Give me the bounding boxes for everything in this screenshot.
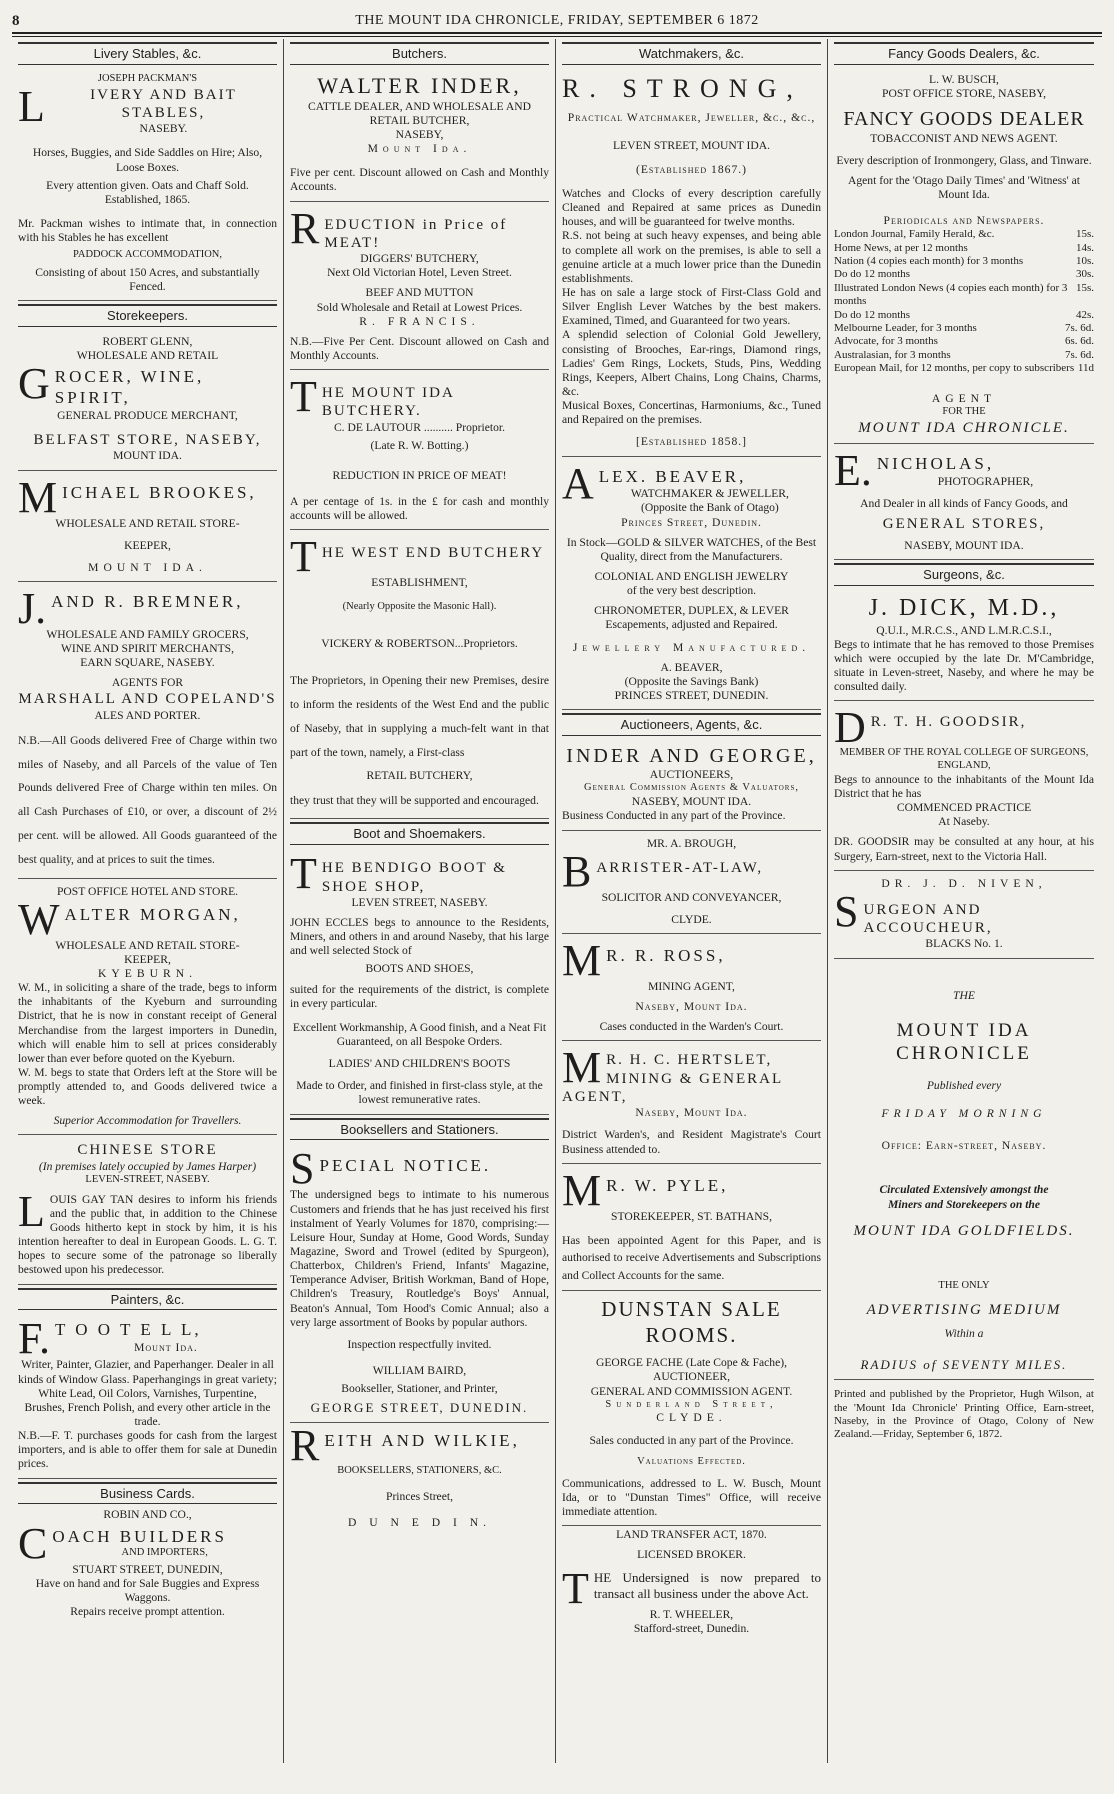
- section-heading: Business Cards.: [18, 1482, 277, 1505]
- ad-line: COLONIAL AND ENGLISH JEWELRY: [594, 569, 789, 583]
- ad-text: Consisting of about 150 Acres, and substantially Fenced.: [35, 266, 260, 294]
- ad-packman: [18, 69, 277, 301]
- ad-pyle: [562, 1166, 821, 1291]
- ad-text: Watches and Clocks of every description carefully Cleaned and Repaired at same prices as Dunedin houses, and will be guaranteed for twelve months.: [562, 187, 821, 229]
- drop-cap: A: [562, 458, 594, 508]
- ad-text: they trust that they will be supported and encouraged.: [290, 793, 539, 807]
- section-heading: Surgeons, &c.: [834, 563, 1094, 586]
- ad-line: MR. A. BROUGH,: [646, 836, 737, 850]
- ad-text: Every attention given. Oats and Chaff Sold. Established, 1865.: [46, 178, 249, 206]
- ad-headline: FANCY GOODS DEALER: [843, 108, 1085, 131]
- ad-morgan: [18, 881, 277, 1136]
- price-value: 42s.: [1075, 308, 1094, 321]
- ad-line: LEVEN-STREET, NASEBY.: [85, 1173, 210, 1185]
- notice-line: MOUNT IDA GOLDFIELDS.: [853, 1222, 1075, 1239]
- ad-line: LICENSED BROKER.: [637, 1548, 746, 1562]
- ad-line: WHOLESALE AND RETAIL STORE-: [55, 516, 240, 530]
- ad-line: Practical Watchmaker, Jeweller, &c., &c.,: [567, 110, 816, 124]
- section-heading: Butchers.: [290, 42, 549, 65]
- price-item: European Mail, for 12 months, per copy to subscribers: [834, 362, 1075, 375]
- ad-line: ROBIN AND CO.,: [103, 1508, 192, 1522]
- ad-line: LAND TRANSFER ACT, 1870.: [616, 1527, 767, 1541]
- ad-text: Writer, Painter, Glazier, and Paperhanger. Dealer in all kinds of Window Glass. Paperhangings in great variety; White Lead, Oil Colors, Varnishes, Turpentine, Brushes, French Polish, and every other article in the trade.: [18, 1358, 277, 1428]
- drop-cap: D: [834, 703, 866, 753]
- ad-text: Begs to announce to the inhabitants of the Mount Ida District that he has: [834, 772, 1094, 800]
- ad-line: (Established 1867.): [635, 162, 748, 176]
- drop-cap: S: [290, 1144, 315, 1194]
- ad-line: A. BEAVER,: [660, 660, 723, 674]
- ad-line: Mount Ida.: [367, 142, 472, 156]
- ad-text: Made to Order, and finished in first-class style, at the lowest remunerative rates.: [296, 1079, 543, 1107]
- ad-line: C. DE LAUTOUR .......... Proprietor.: [333, 420, 506, 434]
- notice-line: FRIDAY MORNING: [881, 1107, 1047, 1121]
- price-item: Do do 12 months: [834, 268, 911, 281]
- ad-line: Sunderland Street,: [605, 1398, 778, 1410]
- price-item: Home News, at per 12 months: [834, 241, 968, 254]
- ad-line: AUCTIONEERS,: [649, 768, 734, 782]
- ad-text: The undersigned begs to intimate to his numerous Customers and friends that he has just received his first instalment of Yearly Volumes for 1870, comprising:—Leisure Hour, Sunday at Home, Good Words, Sunday Magazine, Sword and Trowel (edited by Spurgeon), Chatterbox, Children's Friend, Infants' Magazine, Temperance Adviser, British Workman, Band of Hope, Children's Treasury, Routledge's Boys' Annual, Beaton's Annual, Tom Hood's Comic Annual; also a very large assortment of Books by popular authors.: [290, 1188, 549, 1329]
- price-value: 30s.: [1075, 268, 1094, 281]
- ad-line: GENERAL STORES,: [882, 515, 1046, 532]
- ad-line: PRINCES STREET, DUNEDIN.: [614, 688, 769, 702]
- ad-line: GENERAL AND COMMISSION AGENT.: [590, 1384, 793, 1398]
- ad-line: DR. J. D. NIVEN,: [881, 876, 1047, 890]
- ad-line: MINING & GENERAL AGENT,: [562, 1070, 783, 1105]
- ad-line: MARSHALL AND COPELAND'S: [18, 691, 277, 708]
- ad-inder-george: [562, 740, 821, 831]
- ad-text: Communications, addressed to L. W. Busch, Mount Ida, or to "Dunstan Times" Office, will receive immediate attention.: [562, 1476, 821, 1518]
- price-item: Melbourne Leader, for 3 months: [834, 322, 977, 335]
- notice-line: Within a: [944, 1327, 984, 1341]
- ad-headline: AND R. BREMNER,: [51, 591, 244, 611]
- ad-headline: INDER AND GEORGE,: [566, 744, 817, 767]
- ad-line: BLACKS No. 1.: [925, 937, 1003, 951]
- ad-text: W. M., in soliciting a share of the trade, begs to inform the inhabitants of the Kyeburn and surrounding District, that he is now in constant receipt of General Merchandise from the largest importers in Dunedin, which will enable him to sell at prices considerably lower than ever before quoted on the Kyeburn.: [18, 981, 277, 1065]
- ad-text: Sales conducted in any part of the Province.: [589, 1433, 794, 1447]
- column-2: [284, 39, 556, 1763]
- ad-west-end-butchery: [290, 532, 549, 819]
- ad-line: (Nearly Opposite the Masonic Hall).: [342, 600, 497, 612]
- notice-line: RADIUS of SEVENTY MILES.: [860, 1357, 1068, 1373]
- ad-text: N.B.—All Goods delivered Free of Charge within two miles of Naseby, and all Parcels of the value of Ten Pounds delivered Free of Charge within ten miles. On all Cash Purchases of £10, or over, a discount of 2½ per cent. will be allowed. All Goods guaranteed of the best quality, and at prices to suit the times.: [18, 733, 277, 866]
- ad-headline: NICHOLAS,: [876, 453, 995, 473]
- ad-headline: EITH AND WILKIE,: [324, 1431, 520, 1451]
- ad-line: JOSEPH PACKMAN'S: [97, 72, 198, 84]
- drop-cap: F.: [18, 1314, 50, 1364]
- ad-line: STUART STREET, DUNEDIN,: [72, 1562, 223, 1576]
- ad-text: Excellent Workmanship, A Good finish, and a Neat Fit Guaranteed, on all Bespoke Orders.: [292, 1020, 547, 1049]
- ad-text: Every description of Ironmongery, Glass, and Tinware.: [836, 153, 1092, 167]
- price-value: 15s.: [1075, 281, 1094, 294]
- ad-line: POST OFFICE STORE, NASEBY,: [882, 87, 1046, 100]
- ad-headline: R. H. C. HERTSLET,: [606, 1052, 773, 1069]
- ad-dunstan-sale-rooms: [562, 1293, 821, 1526]
- ad-dr-niven: [834, 873, 1094, 959]
- ad-text: DR. GOODSIR may be consulted at any hour, at his Surgery, Earn-street, next to the Victoria Hall.: [834, 835, 1094, 863]
- ad-line: BEEF AND MUTTON: [365, 286, 474, 300]
- ad-busch: [834, 69, 1094, 444]
- price-value: 6s. 6d.: [1064, 335, 1094, 348]
- ad-chinese-store: [18, 1137, 277, 1284]
- ad-line: R. FRANCIS.: [359, 314, 480, 328]
- ad-headline: HE BENDIGO BOOT & SHOE SHOP,: [321, 860, 507, 895]
- ad-line: COMMENCED PRACTICE: [896, 801, 1032, 815]
- ad-headline: HE WEST END BUTCHERY: [321, 545, 545, 562]
- ad-text: N.B.—F. T. purchases goods for cash from the largest importers, and is able to offer them for sale at Dunedin prices.: [18, 1429, 277, 1471]
- ad-line: Escapements, adjusted and Repaired.: [605, 618, 778, 632]
- price-value: 7s. 6d.: [1064, 322, 1094, 335]
- ad-dr-goodsir: [834, 703, 1094, 870]
- ad-line: Naseby, Mount Ida.: [635, 1000, 748, 1014]
- ad-line: RETAIL BUTCHERY,: [366, 768, 473, 782]
- ad-line: Mount Ida.: [134, 1341, 198, 1355]
- ad-line: Princes Street,: [386, 1489, 453, 1503]
- price-row: [834, 268, 1094, 281]
- ad-line: SOLICITOR AND CONVEYANCER,: [601, 890, 782, 904]
- ad-line: CLYDE.: [656, 1411, 727, 1425]
- ad-line: CHRONOMETER, DUPLEX, & LEVER: [594, 604, 789, 618]
- ad-line: NASEBY,: [395, 127, 444, 141]
- ad-line: MOUNT IDA CHRONICLE.: [858, 419, 1070, 436]
- ad-line: BOOTS AND SHOES,: [365, 962, 474, 976]
- price-row: [834, 322, 1094, 335]
- ad-text: In Stock—GOLD & SILVER WATCHES, of the Best Quality, direct from the Manufacturers.: [566, 535, 817, 563]
- ad-line: KEEPER,: [124, 952, 171, 966]
- section-heading: Auctioneers, Agents, &c.: [562, 713, 821, 736]
- ad-dr-dick: [834, 590, 1094, 701]
- price-item: Advocate, for 3 months: [834, 335, 938, 348]
- ad-line: PADDOCK ACCOMMODATION,: [73, 249, 222, 261]
- section-heading: Fancy Goods Dealers, &c.: [834, 42, 1094, 65]
- drop-cap: B: [562, 846, 592, 896]
- ad-line: DIGGERS' BUTCHERY,: [360, 252, 479, 266]
- ad-brough: [562, 833, 821, 934]
- ad-text: Mr. Packman wishes to intimate that, in connection with his Stables he has excellent: [18, 216, 277, 245]
- ad-headline: DUNSTAN SALE ROOMS.: [601, 1297, 782, 1347]
- ad-line: WILLIAM BAIRD,: [372, 1364, 467, 1377]
- ad-william-baird: [290, 1144, 549, 1423]
- ad-line: KEEPER,: [124, 538, 171, 552]
- ad-headline: EDUCTION in Price of MEAT!: [324, 216, 508, 251]
- ad-line: WINE AND SPIRIT MERCHANTS,: [60, 642, 235, 656]
- ad-headline: WALTER INDER,: [317, 72, 522, 98]
- ad-line: Princes Street, Dunedin.: [621, 515, 762, 529]
- drop-cap: R: [290, 1421, 320, 1471]
- ad-headline: ROCER, WINE, SPIRIT,: [54, 367, 205, 408]
- ad-brookes: [18, 473, 277, 582]
- drop-cap: T: [562, 1564, 589, 1614]
- price-row: [834, 255, 1094, 268]
- ad-wheeler: [562, 1528, 821, 1637]
- ad-text: A per centage of 1s. in the £ for cash and monthly accounts will be allowed.: [290, 495, 549, 523]
- section-heading: Livery Stables, &c.: [18, 42, 277, 65]
- section-heading: Booksellers and Stationers.: [290, 1118, 549, 1141]
- ad-line: ALES AND PORTER.: [94, 708, 201, 722]
- ad-headline: J. DICK, M.D.,: [868, 595, 1060, 622]
- drop-cap: M: [562, 935, 602, 985]
- ad-line: (In premises lately occupied by James Harper): [38, 1159, 257, 1173]
- column-1: [12, 39, 284, 1763]
- ad-line: WHOLESALE AND RETAIL: [76, 349, 219, 363]
- ad-line: Bookseller, Stationer, and Printer,: [341, 1382, 498, 1396]
- ad-text: Inspection respectfully invited.: [347, 1337, 492, 1351]
- ad-reith-wilkie: [290, 1421, 549, 1530]
- notice-line: THE ONLY: [938, 1280, 990, 1292]
- ad-text: Business Conducted in any part of the Province.: [562, 809, 786, 823]
- price-row: [834, 228, 1094, 241]
- column-3: [556, 39, 828, 1763]
- drop-cap: L: [18, 1186, 45, 1236]
- masthead: [12, 10, 1102, 34]
- drop-cap: M: [18, 472, 58, 522]
- ad-line: L. W. BUSCH,: [929, 72, 999, 86]
- notice-line: Miners and Storekeepers on the: [887, 1197, 1041, 1211]
- ad-line: (Late R. W. Botting.): [370, 438, 469, 452]
- ad-line: And Dealer in all kinds of Fancy Goods, and: [860, 496, 1068, 510]
- ad-headline: ICHAEL BROOKES,: [62, 482, 257, 502]
- ad-text: R.S. not being at such heavy expenses, and being able to complete all work on the premises, is able to sell a genuine article at a much lower price than the Dunedin establishments.: [562, 229, 821, 285]
- ad-line: of the very best description.: [626, 584, 757, 598]
- ad-line: LEVEN STREET, MOUNT IDA.: [612, 138, 771, 152]
- ad-line: GENERAL PRODUCE MERCHANT,: [57, 408, 238, 422]
- price-row: [834, 349, 1094, 362]
- ad-line: STOREKEEPER, ST. BATHANS,: [611, 1209, 772, 1223]
- price-row: [834, 282, 1094, 309]
- ad-line: At Naseby.: [938, 815, 990, 829]
- ad-glenn: [18, 331, 277, 470]
- price-value: 10s.: [1075, 255, 1094, 268]
- drop-cap: C: [18, 1518, 48, 1568]
- drop-cap: T: [290, 532, 317, 582]
- ad-text: HE Undersigned is now prepared to transact all business under the above Act.: [593, 1570, 821, 1602]
- ad-text: Musical Boxes, Concertinas, Harmoniums, &c., Tuned and Repaired on the premises.: [562, 399, 821, 427]
- ad-line: REDUCTION IN PRICE OF MEAT!: [332, 468, 507, 482]
- notice-line: Office: Earn-street, Naseby.: [881, 1139, 1047, 1153]
- notice-line: THE: [953, 988, 975, 1002]
- ad-text: Begs to intimate that he has removed to those Premises which were occupied by the late Dr. M'Cambridge, situate in Leven-street, Naseby, and where he may be consulted daily.: [834, 637, 1094, 694]
- ad-text: Five per cent. Discount allowed on Cash and Monthly Accounts.: [290, 166, 549, 194]
- drop-cap: T: [290, 849, 317, 899]
- ad-line: R. T. WHEELER,: [649, 1608, 734, 1622]
- ad-text: Has been appointed Agent for this Paper, and is authorised to receive Advertisements and Subscriptions and Collect Accounts for the same.: [562, 1233, 821, 1282]
- ad-diggers-butchery: [290, 204, 549, 371]
- notice-line: Circulated Extensively amongst the: [879, 1183, 1049, 1197]
- price-item: Australasian, for 3 months: [834, 348, 951, 361]
- ad-headline: R. W. PYLE,: [606, 1175, 729, 1195]
- ad-headline: IVERY AND BAIT STABLES,: [90, 86, 237, 121]
- price-value: 15s.: [1075, 228, 1094, 241]
- ad-line: MEMBER OF THE ROYAL COLLEGE OF SURGEONS, ENGLAND,: [839, 747, 1089, 772]
- price-item: Do do 12 months: [834, 308, 911, 321]
- ad-line: Next Old Victorian Hotel, Leven Street.: [327, 266, 512, 280]
- ad-line: Naseby, Mount Ida.: [635, 1106, 748, 1120]
- ad-text: The Proprietors, in Opening their new Premises, desire to inform the residents of the West End and the public of Naseby, that in supplying a much-felt want in that part of the town, namely, a First-class: [290, 674, 549, 759]
- ad-line: D U N E D I N.: [347, 1516, 492, 1530]
- drop-cap: E.: [834, 445, 872, 495]
- ad-line: TOBACCONIST AND NEWS AGENT.: [870, 131, 1058, 145]
- ad-walter-inder: [290, 69, 549, 202]
- ad-line: AGENTS FOR: [111, 676, 184, 690]
- ad-line: (Opposite the Bank of Otago): [640, 501, 779, 515]
- drop-cap: J.: [18, 583, 47, 633]
- ad-line: Q.U.I., M.R.C.S., AND L.M.R.C.S.I.,: [876, 623, 1052, 637]
- ad-line: BOOKSELLERS, STATIONERS, &C.: [337, 1465, 502, 1477]
- ad-line: BELFAST STORE, NASEBY,: [33, 432, 262, 449]
- ad-headline: T O O T E L L,: [54, 1320, 202, 1340]
- drop-cap: R: [290, 203, 320, 253]
- price-item: Illustrated London News (4 copies each month) for 3 months: [834, 281, 1068, 308]
- section-heading: Watchmakers, &c.: [562, 42, 821, 65]
- chronicle-title: MOUNT IDA CHRONICLE: [896, 1019, 1032, 1064]
- ad-hertslet: [562, 1043, 821, 1163]
- ad-headline: ARRISTER-AT-LAW,: [596, 859, 764, 876]
- ad-line: Stafford-street, Dunedin.: [633, 1622, 750, 1636]
- ad-mount-ida-butchery: [290, 372, 549, 530]
- ad-line: EARN SQUARE, NASEBY.: [80, 656, 215, 670]
- newspaper-page: [12, 10, 1102, 1770]
- section-heading: Storekeepers.: [18, 304, 277, 327]
- ad-line: MOUNT IDA.: [113, 449, 182, 463]
- ad-headline: URGEON AND ACCOUCHEUR,: [863, 901, 993, 937]
- column-4: [828, 39, 1100, 1763]
- ad-line: AUCTIONEER,: [653, 1370, 730, 1384]
- ad-headline: CHINESE STORE: [77, 1142, 218, 1159]
- drop-cap: L: [18, 81, 45, 131]
- drop-cap: W: [18, 894, 60, 944]
- ad-line: [Established 1858.]: [635, 435, 748, 449]
- ad-tootell: [18, 1314, 277, 1478]
- ad-line: NASEBY.: [139, 122, 188, 136]
- drop-cap: M: [562, 1165, 602, 1215]
- ad-bremner: [18, 584, 277, 879]
- ad-text: OUIS GAY TAN desires to inform his friends and the public that, in addition to the Chinese Goods hitherto kept in stock by him, it is his intention hereafter to deal in European Goods. L. G. T. hopes to secure some of the patronage so liberally bestowed upon his predecessor.: [18, 1192, 277, 1277]
- ad-headline: R. STRONG,: [562, 73, 803, 103]
- ad-line: CLYDE.: [671, 912, 712, 926]
- ad-line: FOR THE: [942, 405, 986, 417]
- drop-cap: T: [290, 372, 317, 422]
- drop-cap: G: [18, 359, 50, 409]
- ad-line: GEORGE FACHE (Late Cope & Fache),: [595, 1356, 788, 1370]
- ad-line: MINING AGENT,: [648, 979, 735, 993]
- ad-bendigo-boot: [290, 849, 549, 1114]
- ad-line: WATCHMAKER & JEWELLER,: [630, 487, 789, 501]
- price-list: [834, 228, 1094, 375]
- price-item: London Journal, Family Herald, &c.: [834, 228, 995, 241]
- ad-robin: [18, 1508, 277, 1619]
- ad-headline: PECIAL NOTICE.: [319, 1156, 492, 1176]
- ad-headline: HE MOUNT IDA BUTCHERY.: [321, 385, 454, 420]
- ad-text: JOHN ECCLES begs to announce to the Residents, Miners, and others in and around Naseby, that his large and well selected Stock of: [290, 916, 549, 958]
- ad-line: MOUNT IDA.: [88, 560, 207, 574]
- page-number: 8: [12, 12, 20, 29]
- ad-line: General Commission Agents & Valuators,: [584, 782, 799, 794]
- ad-text: W. M. begs to state that Orders left at the Store will be promptly attended to, and Goods delivered twice a week.: [18, 1065, 277, 1108]
- ad-alex-beaver: [562, 459, 821, 711]
- ad-text: suited for the requirements of the district, is complete in every particular.: [290, 982, 549, 1010]
- ad-line: POST OFFICE HOTEL AND STORE.: [56, 884, 239, 898]
- ad-headline: ALTER MORGAN,: [64, 904, 241, 924]
- ad-text: Repairs receive prompt attention.: [70, 1604, 225, 1618]
- ad-line: WHOLESALE AND FAMILY GROCERS,: [46, 627, 249, 641]
- ad-line: Valuations Effected.: [637, 1455, 746, 1467]
- price-value: 7s. 6d.: [1064, 348, 1094, 361]
- ad-nicholas: [834, 446, 1094, 560]
- ad-line: VICKERY & ROBERTSON...Proprietors.: [321, 637, 518, 651]
- price-item: Nation (4 copies each month) for 3 months: [834, 255, 1024, 268]
- ad-line: WHOLESALE AND RETAIL STORE-: [55, 938, 240, 952]
- ad-line: NASEBY, MOUNT IDA.: [631, 795, 752, 809]
- price-row: [834, 335, 1094, 348]
- ad-line: LADIES' AND CHILDREN'S BOOTS: [328, 1057, 511, 1071]
- ad-line: Jewellery Manufactured.: [572, 640, 811, 654]
- ad-line: LEVEN STREET, NASEBY.: [351, 895, 488, 909]
- masthead-title: THE MOUNT IDA CHRONICLE, FRIDAY, SEPTEMBER 6 1872: [355, 13, 759, 29]
- ad-ross: [562, 936, 821, 1041]
- ad-text: Superior Accommodation for Travellers.: [53, 1114, 242, 1128]
- ad-text: Agent for the 'Otago Daily Times' and 'Witness' at Mount Ida.: [847, 173, 1080, 201]
- section-heading: Boot and Shoemakers.: [290, 822, 549, 845]
- notice-line: Published every: [926, 1079, 1002, 1093]
- ad-headline: OACH BUILDERS: [52, 1526, 227, 1546]
- ad-line: AGENT: [931, 391, 997, 405]
- ad-text: A splendid selection of Colonial Gold Jewellery, consisting of Brooches, Ear-rings, Diamond rings, Ladies' Gem Rings, Lockets, Studs, Pins, Wedding Rings, Keepers, Albert Chains, Long Chains, Charms, &c.: [562, 328, 821, 398]
- ad-line: KYEBURN.: [98, 966, 197, 980]
- drop-cap: S: [834, 886, 859, 936]
- section-heading: Painters, &c.: [18, 1288, 277, 1311]
- ad-r-strong: [562, 69, 821, 457]
- price-value: 11d: [1077, 362, 1094, 375]
- price-row: [834, 362, 1094, 375]
- ad-line: AND IMPORTERS,: [121, 1547, 208, 1559]
- chronicle-notice: [834, 989, 1094, 1381]
- ad-text: He has on sale a large stock of First-Class Gold and Silver English Lever Watches by the best makers. Examined, Timed, and Guaranteed for two years.: [562, 285, 821, 328]
- drop-cap: M: [562, 1043, 602, 1093]
- ad-line: (Opposite the Savings Bank): [624, 674, 759, 688]
- price-value: 14s.: [1075, 241, 1094, 254]
- ad-line: NASEBY, MOUNT IDA.: [904, 539, 1024, 553]
- ad-text: District Warden's, and Resident Magistrate's Court Business attended to.: [562, 1128, 821, 1156]
- ad-text: Have on hand and for Sale Buggies and Express Waggons.: [35, 1576, 260, 1604]
- ad-line: CATTLE DEALER, AND WHOLESALE AND RETAIL BUTCHER,: [308, 99, 531, 127]
- ad-line: PHOTOGRAPHER,: [937, 474, 1034, 488]
- ad-text: Horses, Buggies, and Side Saddles on Hire; Also, Loose Boxes.: [32, 146, 263, 174]
- ad-line: Periodicals and Newspapers.: [883, 214, 1045, 228]
- ad-line: ROBERT GLENN,: [102, 335, 193, 349]
- ad-text: Cases conducted in the Warden's Court.: [599, 1020, 784, 1034]
- ad-headline: LEX. BEAVER,: [598, 466, 747, 486]
- ad-headline: R. T. H. GOODSIR,: [870, 714, 1027, 731]
- notice-line: ADVERTISING MEDIUM: [866, 1301, 1062, 1318]
- ad-text: N.B.—Five Per Cent. Discount allowed on Cash and Monthly Accounts.: [290, 334, 549, 362]
- ad-headline: R. R. ROSS,: [606, 945, 726, 965]
- price-row: [834, 242, 1094, 255]
- price-row: [834, 309, 1094, 322]
- ad-line: Sold Wholesale and Retail at Lowest Prices.: [316, 300, 523, 314]
- ad-line: GEORGE STREET, DUNEDIN.: [310, 1400, 529, 1416]
- imprint: Printed and published by the Proprietor, Hugh Wilson, at the 'Mount Ida Chronicle' Printing Office, Earn-street, Naseby, in the Province of Otago, Colony of New Zealand.—Friday, September 6, 1872.: [834, 1388, 1094, 1441]
- ad-line: ESTABLISHMENT,: [371, 576, 468, 590]
